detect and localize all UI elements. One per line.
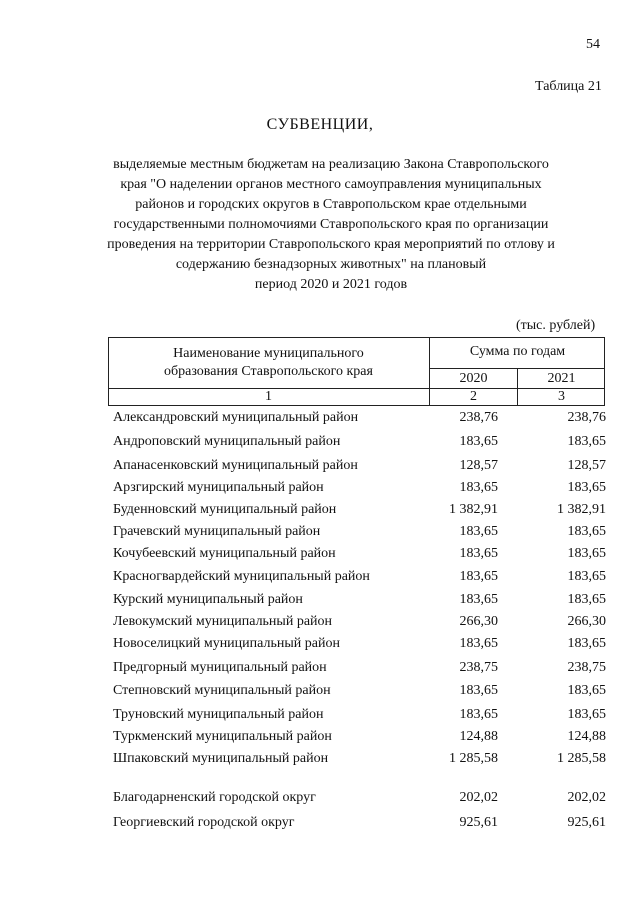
subtitle-line: края "О наделении органов местного самоуправления муниципальных	[120, 177, 542, 192]
row-name: Арзгирский муниципальный район	[113, 480, 324, 495]
row-name: Грачевский муниципальный район	[113, 524, 321, 539]
table-row	[0, 500, 640, 520]
row-value-2020: 124,88	[459, 729, 498, 744]
row-value-2021: 183,65	[567, 569, 606, 584]
row-value-2020: 266,30	[459, 614, 498, 629]
row-name: Александровский муниципальный район	[113, 410, 359, 425]
table-row	[0, 658, 640, 678]
subtitle-line: содержанию безнадзорных животных" на плановый	[175, 257, 487, 272]
row-value-2021: 238,75	[567, 660, 606, 675]
row-name: Андроповский муниципальный район	[113, 434, 341, 449]
row-value-2020: 183,65	[459, 569, 498, 584]
table-row	[0, 813, 640, 833]
table-row	[0, 681, 640, 701]
table-row	[0, 456, 640, 476]
header-sum-label: Сумма по годам	[469, 344, 566, 359]
table-row	[0, 788, 640, 808]
subtitle-line: проведения на территории Ставропольского края мероприятий по отлову и	[107, 237, 555, 252]
header-year-2021: 2021	[547, 371, 576, 386]
document-subtitle	[100, 155, 562, 295]
table-row	[0, 544, 640, 564]
table-row	[0, 478, 640, 498]
row-value-2021: 183,65	[567, 592, 606, 607]
subtitle-line: государственными полномочиями Ставропольского края по организации	[113, 217, 549, 232]
column-number-3: 3	[558, 389, 565, 404]
row-value-2020: 1 382,91	[449, 502, 498, 517]
row-value-2020: 128,57	[459, 458, 498, 473]
row-value-2020: 925,61	[459, 815, 498, 830]
table-row	[0, 522, 640, 542]
column-number-1: 1	[265, 389, 272, 404]
row-value-2021: 183,65	[567, 707, 606, 722]
row-value-2020: 202,02	[459, 790, 498, 805]
row-value-2021: 183,65	[567, 524, 606, 539]
row-name: Красногвардейский муниципальный район	[113, 569, 370, 584]
row-value-2021: 238,76	[567, 410, 606, 425]
row-value-2021: 183,65	[567, 546, 606, 561]
table-header	[108, 337, 605, 406]
row-name: Кочубеевский муниципальный район	[113, 546, 336, 561]
row-name: Туркменский муниципальный район	[113, 729, 332, 744]
subtitle-line: период 2020 и 2021 годов	[254, 277, 408, 292]
row-value-2020: 183,65	[459, 592, 498, 607]
row-value-2021: 1 382,91	[557, 502, 606, 517]
table-row	[0, 567, 640, 587]
header-divider	[108, 388, 605, 389]
table-row	[0, 705, 640, 725]
row-value-2021: 183,65	[567, 480, 606, 495]
table-row	[0, 612, 640, 632]
row-value-2021: 183,65	[567, 434, 606, 449]
row-value-2021: 183,65	[567, 636, 606, 651]
row-name: Предгорный муниципальный район	[113, 660, 327, 675]
row-name: Труновский муниципальный район	[113, 707, 324, 722]
table-label: Таблица 21	[535, 79, 602, 94]
row-value-2021: 202,02	[567, 790, 606, 805]
row-name: Новоселицкий муниципальный район	[113, 636, 340, 651]
row-value-2020: 1 285,58	[449, 751, 498, 766]
row-name: Степновский муниципальный район	[113, 683, 331, 698]
row-value-2020: 183,65	[459, 434, 498, 449]
row-value-2020: 183,65	[459, 683, 498, 698]
table-row	[0, 727, 640, 747]
table-row	[0, 749, 640, 769]
table-row	[0, 432, 640, 452]
row-value-2020: 238,76	[459, 410, 498, 425]
column-number-2: 2	[470, 389, 477, 404]
row-value-2021: 925,61	[567, 815, 606, 830]
row-name: Благодарненский городской округ	[113, 790, 316, 805]
row-value-2021: 183,65	[567, 683, 606, 698]
header-divider	[429, 368, 605, 369]
row-value-2020: 238,75	[459, 660, 498, 675]
row-value-2021: 124,88	[567, 729, 606, 744]
row-value-2020: 183,65	[459, 636, 498, 651]
subtitle-line: районов и городских округов в Ставропольском крае отдельными	[135, 197, 527, 212]
row-name: Шпаковский муниципальный район	[113, 751, 329, 766]
row-name: Апанасенковский муниципальный район	[113, 458, 358, 473]
header-year-2020: 2020	[459, 371, 488, 386]
table-row	[0, 634, 640, 654]
units-label: (тыс. рублей)	[516, 318, 596, 333]
row-value-2020: 183,65	[459, 707, 498, 722]
row-name: Георгиевский городской округ	[113, 815, 295, 830]
header-name-column	[108, 345, 429, 381]
row-value-2020: 183,65	[459, 480, 498, 495]
row-value-2020: 183,65	[459, 524, 498, 539]
row-value-2020: 183,65	[459, 546, 498, 561]
subtitle-line: выделяемые местным бюджетам на реализацию Закона Ставропольского	[113, 157, 549, 172]
header-name-line: Наименование муниципального	[173, 346, 364, 361]
page-number: 54	[586, 37, 600, 52]
table-row	[0, 408, 640, 428]
table-row	[0, 590, 640, 610]
row-name: Курский муниципальный район	[113, 592, 303, 607]
row-value-2021: 128,57	[567, 458, 606, 473]
header-name-line: образования Ставропольского края	[164, 364, 373, 379]
row-value-2021: 1 285,58	[557, 751, 606, 766]
document-title: СУБВЕНЦИИ,	[266, 116, 374, 133]
row-name: Буденновский муниципальный район	[113, 502, 337, 517]
row-value-2021: 266,30	[567, 614, 606, 629]
row-name: Левокумский муниципальный район	[113, 614, 333, 629]
